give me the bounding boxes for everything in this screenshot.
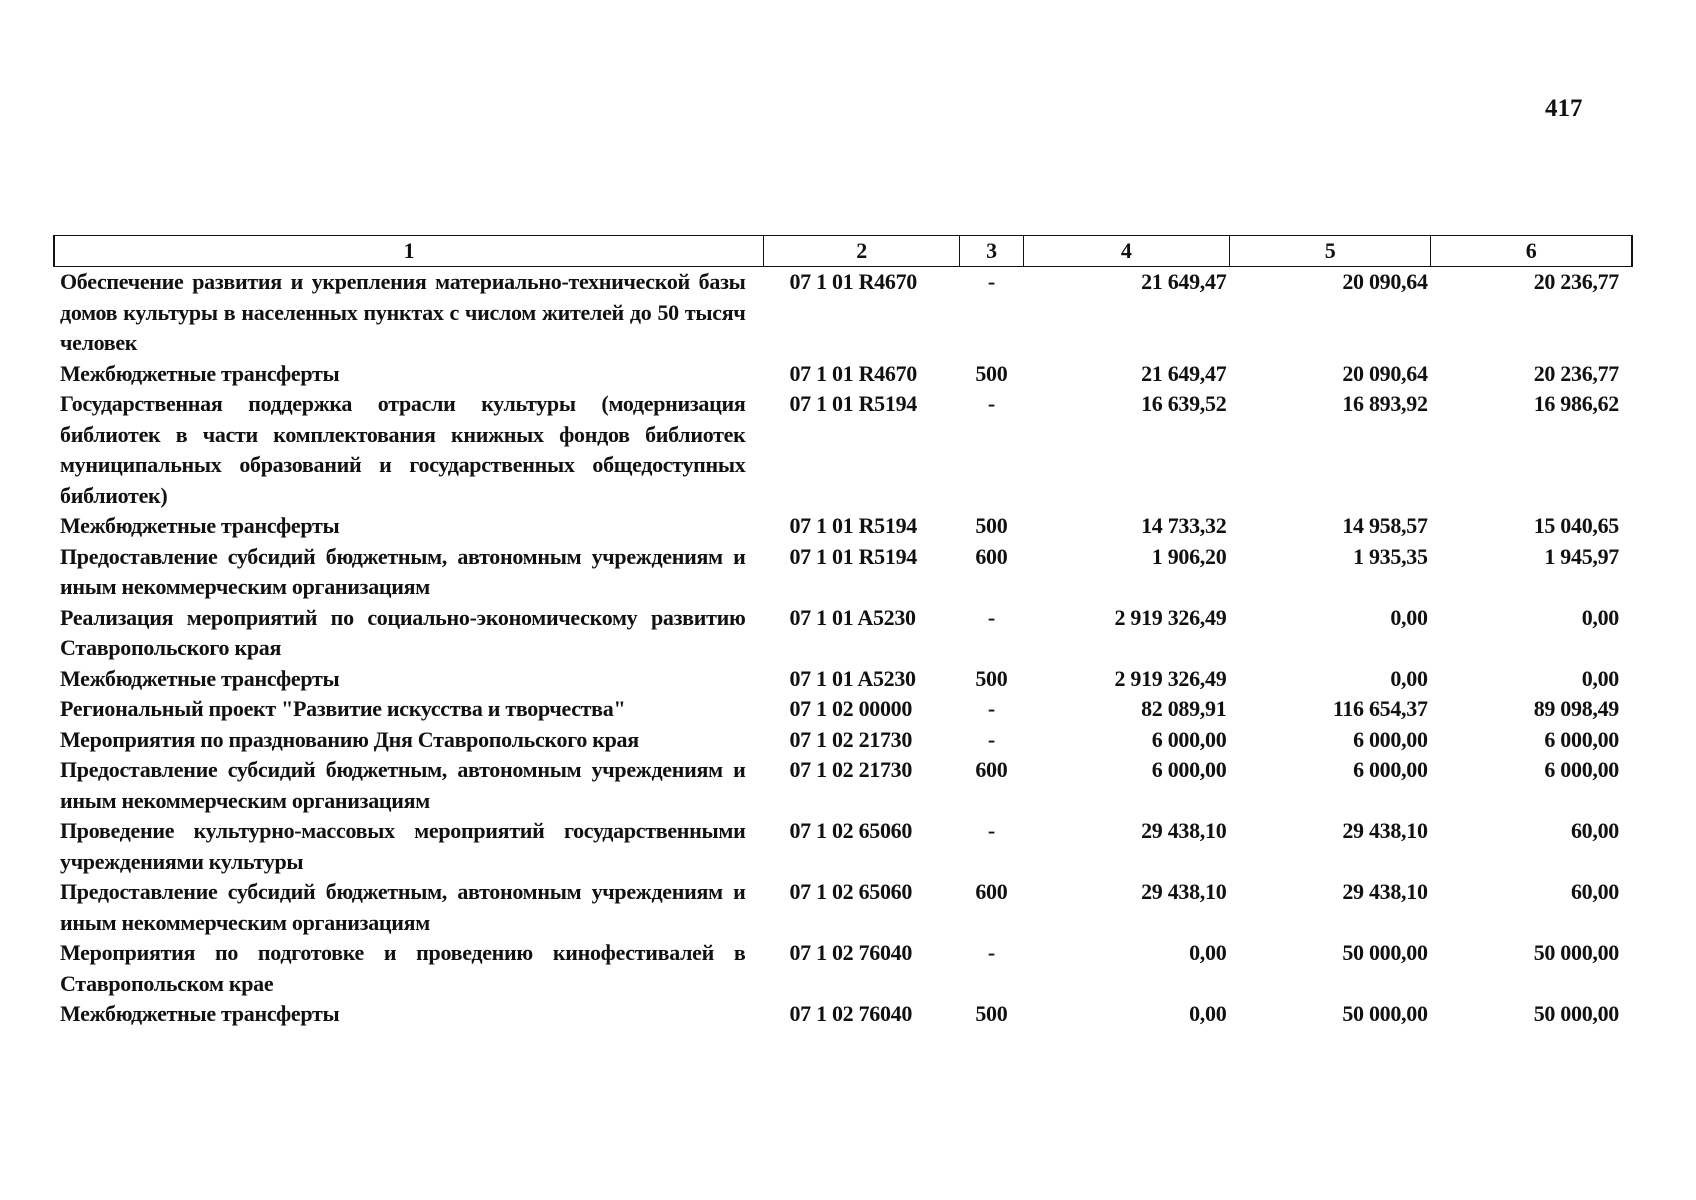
table-row [54,999,1632,1030]
table-row [54,694,1632,725]
row-value-5: 20 090,64 [1342,269,1428,294]
table-row [54,267,1632,359]
row-value-6: 50 000,00 [1533,940,1619,965]
row-name: Предоставление субсидий бюджетным, автономным учреждениям и иным некоммерческим организациям [60,879,746,935]
row-value-4: 21 649,47 [1141,360,1227,386]
row-name: Межбюджетные трансферты [60,360,340,386]
row-value-6: 15 040,65 [1533,513,1619,538]
row-code: 07 1 02 76040 [789,940,913,965]
row-code: 07 1 01 R4670 [789,360,917,386]
row-value-4: 6 000,00 [1151,726,1227,752]
row-type: - [987,940,995,965]
row-value-4: 0,00 [1189,940,1227,965]
row-value-6: 89 098,49 [1533,696,1619,721]
row-value-4: 29 438,10 [1141,818,1227,843]
row-code: 07 1 02 00000 [789,696,913,721]
header-row [54,236,1632,267]
row-code: 07 1 01 R5194 [789,543,917,569]
row-value-4: 6 000,00 [1151,757,1227,782]
row-name: Межбюджетные трансферты [60,1001,340,1026]
row-name: Государственная поддержка отрасли культуры (модернизация библиотек в части комплектования книжных фондов библиотек муниципальных образований и государственных общедоступных библиотек) [60,391,746,508]
row-value-6: 0,00 [1581,665,1619,691]
row-code: 07 1 02 65060 [789,818,913,843]
row-value-5: 29 438,10 [1342,879,1428,904]
table-row [54,755,1632,816]
column-header: 1 [54,236,763,267]
table-row [54,389,1632,511]
row-name: Предоставление субсидий бюджетным, автономным учреждениям и иным некоммерческим организациям [60,543,746,599]
row-code: 07 1 02 76040 [789,1001,913,1026]
row-value-5: 0,00 [1390,604,1428,630]
column-header: 5 [1229,236,1430,267]
row-type: 500 [975,1001,1008,1026]
row-value-5: 50 000,00 [1342,940,1428,965]
row-value-6: 6 000,00 [1544,726,1619,752]
row-value-6: 1 945,97 [1544,543,1619,569]
row-value-6: 50 000,00 [1533,1001,1619,1026]
budget-table [53,235,1633,1030]
row-value-6: 16 986,62 [1533,391,1619,416]
row-value-4: 82 089,91 [1141,696,1227,721]
column-header: 2 [763,236,959,267]
row-value-4: 21 649,47 [1141,269,1227,294]
row-value-4: 29 438,10 [1141,879,1227,904]
row-type: - [987,391,995,416]
row-code: 07 1 01 R4670 [789,269,917,294]
row-code: 07 1 01 A5230 [789,665,916,691]
table-row [54,511,1632,542]
row-type: 600 [975,543,1008,569]
row-name: Обеспечение развития и укрепления материально-технической базы домов культуры в населенных пунктах с числом жителей до 50 тысяч человек [60,269,746,355]
row-type: 600 [975,757,1008,782]
row-type: - [987,269,995,294]
row-type: 500 [975,665,1008,691]
row-code: 07 1 01 A5230 [789,604,916,630]
row-value-6: 6 000,00 [1544,757,1619,782]
column-header: 4 [1023,236,1229,267]
row-name: Межбюджетные трансферты [60,513,340,538]
row-name: Региональный проект "Развитие искусства и творчества" [60,696,626,721]
row-value-5: 1 935,35 [1353,543,1428,569]
column-header: 6 [1431,236,1632,267]
row-value-5: 116 654,37 [1332,696,1428,721]
row-value-6: 60,00 [1570,818,1619,843]
table-row [54,877,1632,938]
row-value-4: 2 919 326,49 [1114,665,1227,691]
column-header: 3 [960,236,1023,267]
row-value-4: 0,00 [1189,1001,1227,1026]
row-value-6: 20 236,77 [1533,269,1619,294]
row-value-5: 0,00 [1390,665,1428,691]
row-value-5: 6 000,00 [1353,726,1428,752]
table-row [54,664,1632,695]
table-row [54,938,1632,999]
row-code: 07 1 01 R5194 [789,513,917,538]
row-name: Межбюджетные трансферты [60,665,340,691]
row-name: Реализация мероприятий по социально-экономическому развитию Ставропольского края [60,604,746,660]
row-value-4: 2 919 326,49 [1114,604,1227,630]
row-value-6: 60,00 [1570,879,1619,904]
table-row [54,542,1632,603]
row-value-4: 1 906,20 [1151,543,1227,569]
row-name: Проведение культурно-массовых мероприятий государственными учреждениями культуры [60,818,746,874]
row-type: - [987,726,995,752]
row-value-6: 20 236,77 [1533,360,1619,386]
row-code: 07 1 02 21730 [789,757,913,782]
table-row [54,603,1632,664]
row-value-5: 20 090,64 [1342,360,1428,386]
page-number: 417 [1545,95,1583,122]
row-value-4: 16 639,52 [1141,391,1227,416]
row-type: - [987,818,995,843]
row-name: Предоставление субсидий бюджетным, автономным учреждениям и иным некоммерческим организациям [60,757,746,813]
row-code: 07 1 02 65060 [789,879,913,904]
row-type: 500 [975,513,1008,538]
row-value-5: 29 438,10 [1342,818,1428,843]
row-value-4: 14 733,32 [1141,513,1227,538]
row-code: 07 1 01 R5194 [789,391,917,416]
row-name: Мероприятия по празднованию Дня Ставропольского края [60,726,639,752]
table-row [54,816,1632,877]
row-code: 07 1 02 21730 [789,726,913,752]
row-value-5: 6 000,00 [1353,757,1428,782]
row-type: 500 [975,360,1008,386]
row-type: 600 [975,879,1008,904]
row-value-5: 16 893,92 [1342,391,1428,416]
table-row [54,359,1632,390]
row-name: Мероприятия по подготовке и проведению кинофестивалей в Ставропольском крае [60,940,746,996]
row-value-5: 14 958,57 [1342,513,1428,538]
table-row [54,725,1632,756]
row-value-6: 0,00 [1581,604,1619,630]
row-type: - [987,604,995,630]
row-type: - [987,696,995,721]
row-value-5: 50 000,00 [1342,1001,1428,1026]
